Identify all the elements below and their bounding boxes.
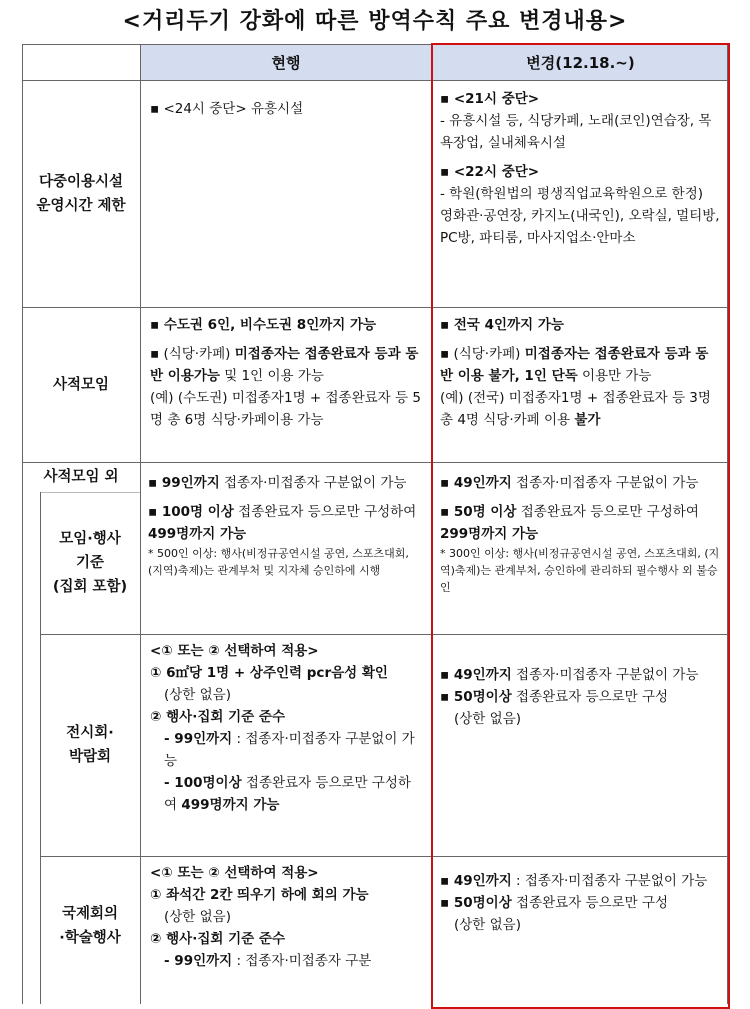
row-label-private: 사적모임 bbox=[52, 376, 110, 393]
r5-current-line: ② 행사·집회 기준 준수 bbox=[150, 931, 285, 947]
row-label-other: 사적모임 외 bbox=[43, 469, 119, 485]
r4-current-line: ② 행사·집회 기준 준수 bbox=[150, 709, 285, 725]
r1-changed bbox=[440, 88, 720, 249]
r5-changed bbox=[440, 870, 720, 936]
r2-current-line: (예) (수도권) 미접종자1명 + 접종완료자 등 5명 총 6명 식당·카페이용 가능 bbox=[150, 390, 421, 428]
r5-current-line: <① 또는 ② 선택하여 적용> bbox=[150, 865, 319, 881]
r5-changed-line: ▪ 50명이상 접종완료자 등으로만 구성 bbox=[440, 895, 669, 911]
r5-changed-line: ▪ 49인까지 : 접종자·미접종자 구분없이 가능 bbox=[440, 873, 708, 889]
r5-current-line: ① 좌석간 2칸 띄우기 하에 회의 가능 bbox=[150, 887, 369, 903]
r3-changed-line: ▪ 49인까지 접종자·미접종자 구분없이 가능 bbox=[440, 475, 699, 491]
row-label-exhibition: 전시회· 박람회 bbox=[66, 725, 114, 765]
r3-current-line: ▪ 99인까지 접종자·미접종자 구분없이 가능 bbox=[148, 475, 407, 491]
r3-changed-line: ▪ 50명 이상 접종완료자 등으로만 구성하여 299명까지 가능 bbox=[440, 504, 699, 542]
r2-current bbox=[150, 314, 424, 431]
r4-changed-line: ▪ 49인까지 접종자·미접종자 구분없이 가능 bbox=[440, 667, 699, 683]
r5-current-line: - 99인까지 : 접종자·미접종자 구분 bbox=[164, 953, 372, 969]
r2-changed-line: ▪ 전국 4인까지 가능 bbox=[440, 317, 564, 333]
r1-changed-line: - 유흥시설 등, 식당카페, 노래(코인)연습장, 목욕장업, 실내체육시설 bbox=[440, 113, 712, 151]
r4-current bbox=[150, 640, 424, 816]
r4-current-line: (상한 없음) bbox=[164, 687, 231, 703]
r3-changed-note: * 300인 이상: 행사(비정규공연시설 공연, 스포츠대회, (지역)축제)는 관계부처, 승인하에 관리하되 필수행사 외 불승인 bbox=[440, 547, 720, 594]
r3-current-note: * 500인 이상: 행사(비정규공연시설 공연, 스포츠대회, (지역)축제)는 관계부처 및 지자체 승인하에 시행 bbox=[148, 547, 409, 577]
r2-current-line: ▪ 수도권 6인, 비수도권 8인까지 가능 bbox=[150, 317, 377, 333]
r1-changed-line: ▪ <22시 중단> bbox=[440, 164, 540, 180]
r4-current-line: <① 또는 ② 선택하여 적용> bbox=[150, 643, 319, 659]
row-label-hours: 다중이용시설 운영시간 제한 bbox=[36, 173, 126, 214]
r1-current bbox=[150, 98, 424, 120]
row-label-events: 모임·행사 기준 (집회 포함) bbox=[52, 531, 128, 595]
r5-current-line: (상한 없음) bbox=[164, 909, 231, 925]
comparison-table bbox=[22, 44, 728, 1004]
r1-current-line: ▪ <24시 중단> 유흥시설 bbox=[150, 101, 304, 117]
r5-current bbox=[150, 862, 424, 972]
r2-current-line: ▪ (식당·카페) 미접종자는 접종완료자 등과 동반 이용가능 및 1인 이용 가능 bbox=[150, 346, 419, 384]
r2-changed-line: (예) (전국) 미접종자1명 + 접종완료자 등 3명 총 4명 식당·카페 이용 불가 bbox=[440, 390, 711, 428]
r4-changed-line: ▪ 50명이상 접종완료자 등으로만 구성 bbox=[440, 689, 669, 705]
header-current: 현행 bbox=[140, 44, 432, 80]
row-label-conference: 국제회의 ·학술행사 bbox=[59, 906, 121, 946]
r2-changed-line: ▪ (식당·카페) 미접종자는 접종완료자 등과 동반 이용 불가, 1인 단독 이용만 가능 bbox=[440, 346, 709, 384]
r4-changed-line: (상한 없음) bbox=[454, 711, 521, 727]
r3-current bbox=[148, 472, 426, 579]
r4-changed bbox=[440, 664, 720, 730]
r3-current-line: ▪ 100명 이상 접종완료자 등으로만 구성하여 499명까지 가능 bbox=[148, 504, 417, 542]
r4-current-line: - 100명이상 접종완료자 등으로만 구성하여 499명까지 가능 bbox=[164, 775, 411, 813]
r3-changed bbox=[440, 472, 720, 596]
r4-current-line: - 99인까지 : 접종자·미접종자 구분없이 가능 bbox=[164, 731, 415, 769]
r4-current-line: ① 6㎡당 1명 + 상주인력 pcr음성 확인 bbox=[150, 665, 388, 681]
r5-changed-line: (상한 없음) bbox=[454, 917, 521, 933]
r1-changed-line: - 학원(학원법의 평생직업교육학원으로 한정) 영화관·공연장, 카지노(내국인), 오락실, 멀티방, PC방, 파티룸, 마사지업소·안마소 bbox=[440, 186, 720, 246]
r1-changed-line: ▪ <21시 중단> bbox=[440, 91, 540, 107]
header-changed: 변경(12.18.~) bbox=[433, 44, 728, 80]
r2-changed bbox=[440, 314, 720, 431]
page-title: <거리두기 강화에 따른 방역수칙 주요 변경내용> bbox=[122, 9, 628, 34]
